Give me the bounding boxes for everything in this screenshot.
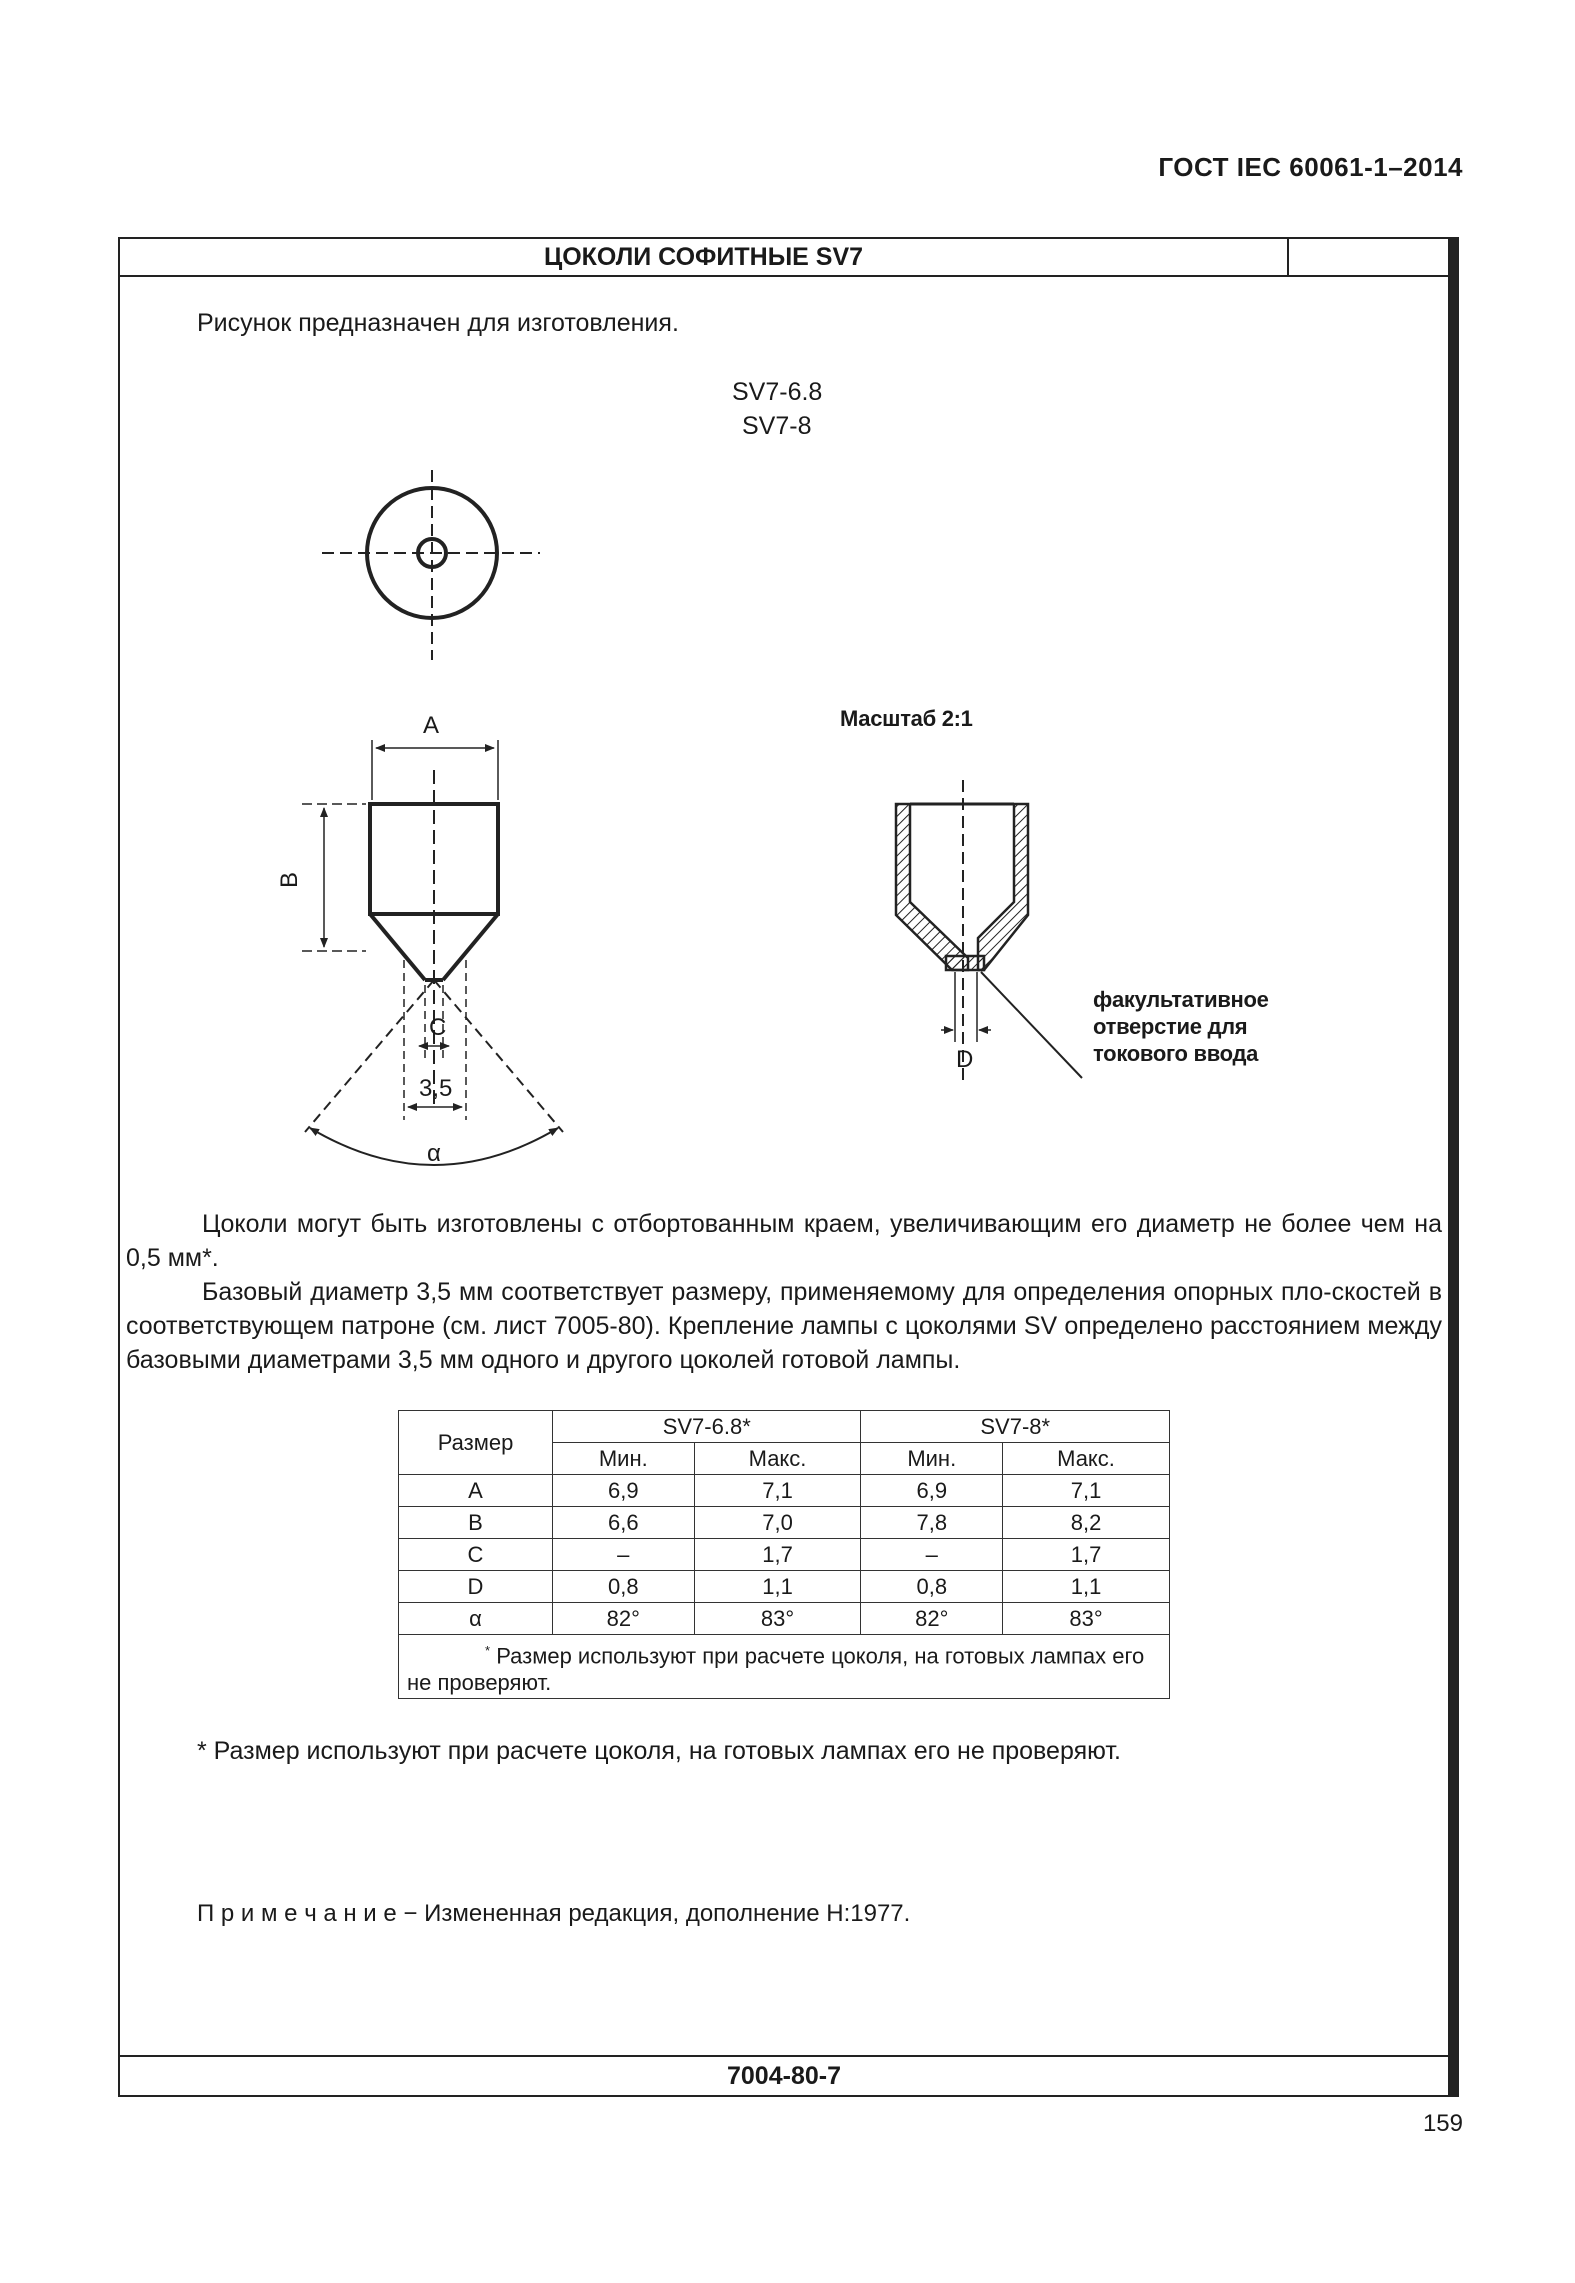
page-number: 159 (1422, 2110, 1463, 2137)
table-subheader: Макс. (1003, 1443, 1170, 1475)
paragraph-base-diameter: Базовый диаметр 3,5 мм соответствует размеру, применяемому для определения опорных пло-скостей в соответствующем патроне (см. лист 7005-80). Крепление лампы с цоколями SV определено расстоянием между базовыми диаметрами 3,5 мм одного и другого цоколей готовой лампы. (126, 1278, 1442, 1374)
table-cell: 82° (553, 1603, 695, 1635)
remark-label: П р и м е ч а н и е (197, 1900, 397, 1927)
top-view (322, 470, 540, 660)
table-note-row (399, 1635, 1170, 1699)
table-cell: D (399, 1571, 553, 1603)
table-cell: C (399, 1539, 553, 1571)
section-view (896, 780, 1082, 1080)
table-cell: 83° (1003, 1603, 1170, 1635)
table-cell: 1,7 (694, 1539, 861, 1571)
table-cell: 1,1 (694, 1571, 861, 1603)
table-cell: – (553, 1539, 695, 1571)
dimension-label-c: C (429, 1014, 447, 1041)
sheet-number: 7004-80-7 (120, 2055, 1448, 2095)
table-cell: 0,8 (553, 1571, 695, 1603)
footnote: * Размер используют при расчете цоколя, на готовых лампах его не проверяют. (197, 1737, 1121, 1765)
table-header-size: Размер (399, 1411, 553, 1475)
table-row (399, 1571, 1170, 1603)
table-cell: 6,6 (553, 1507, 695, 1539)
callout-line-2: отверстие для (1093, 1014, 1248, 1039)
table-row (399, 1475, 1170, 1507)
dimension-label-d: D (956, 1046, 974, 1073)
table-cell: 7,1 (694, 1475, 861, 1507)
callout-line-3: токового ввода (1093, 1041, 1259, 1066)
table-cell: 8,2 (1003, 1507, 1170, 1539)
table-note: * Размер используют при расчете цоколя, на готовых лампах его не проверяют. (399, 1635, 1170, 1699)
callout-line-1: факультативное (1093, 987, 1269, 1012)
table-cell: 1,1 (1003, 1571, 1170, 1603)
table-cell: 7,0 (694, 1507, 861, 1539)
table-row (399, 1603, 1170, 1635)
table-header-row (399, 1411, 1170, 1443)
table-cell: α (399, 1603, 553, 1635)
table-cell: 82° (861, 1603, 1003, 1635)
dimension-label-alpha: α (427, 1140, 441, 1167)
sheet-title: ЦОКОЛИ СОФИТНЫЕ SV7 (120, 239, 1289, 275)
table-cell: B (399, 1507, 553, 1539)
type-label-sv7-8: SV7-8 (742, 412, 812, 440)
table-row (399, 1539, 1170, 1571)
table-subheader: Мин. (553, 1443, 695, 1475)
table-subheader: Макс. (694, 1443, 861, 1475)
table-cell: 0,8 (861, 1571, 1003, 1603)
dimension-label-b: B (276, 871, 304, 889)
table-group-sv7-6-8: SV7-6.8* (553, 1411, 861, 1443)
dimension-label-base-diameter: 3,5 (419, 1075, 453, 1102)
remark (197, 1897, 910, 1930)
table-cell: – (861, 1539, 1003, 1571)
scale-label: Масштаб 2:1 (840, 706, 973, 731)
table-cell: 7,1 (1003, 1475, 1170, 1507)
dimensions-table (398, 1410, 1170, 1699)
table-row (399, 1507, 1170, 1539)
table-cell: 1,7 (1003, 1539, 1170, 1571)
table-cell: 7,8 (861, 1507, 1003, 1539)
table-cell: A (399, 1475, 553, 1507)
remark-text: − Измененная редакция, дополнение H:1977. (403, 1900, 911, 1927)
table-group-sv7-8: SV7-8* (861, 1411, 1170, 1443)
table-cell: 83° (694, 1603, 861, 1635)
dimension-label-a: A (423, 712, 440, 739)
paragraph-flange: Цоколи могут быть изготовлены с отбортованным краем, увеличивающим его диаметр не более чем на 0,5 мм*. (126, 1210, 1442, 1272)
standard-designation: ГОСТ IEC 60061-1–2014 (1158, 152, 1463, 182)
type-label-sv7-6-8: SV7-6.8 (732, 378, 823, 406)
table-cell: 6,9 (861, 1475, 1003, 1507)
table-cell: 6,9 (553, 1475, 695, 1507)
table-subheader: Мин. (861, 1443, 1003, 1475)
intro-text: Рисунок предназначен для изготовления. (197, 309, 679, 337)
